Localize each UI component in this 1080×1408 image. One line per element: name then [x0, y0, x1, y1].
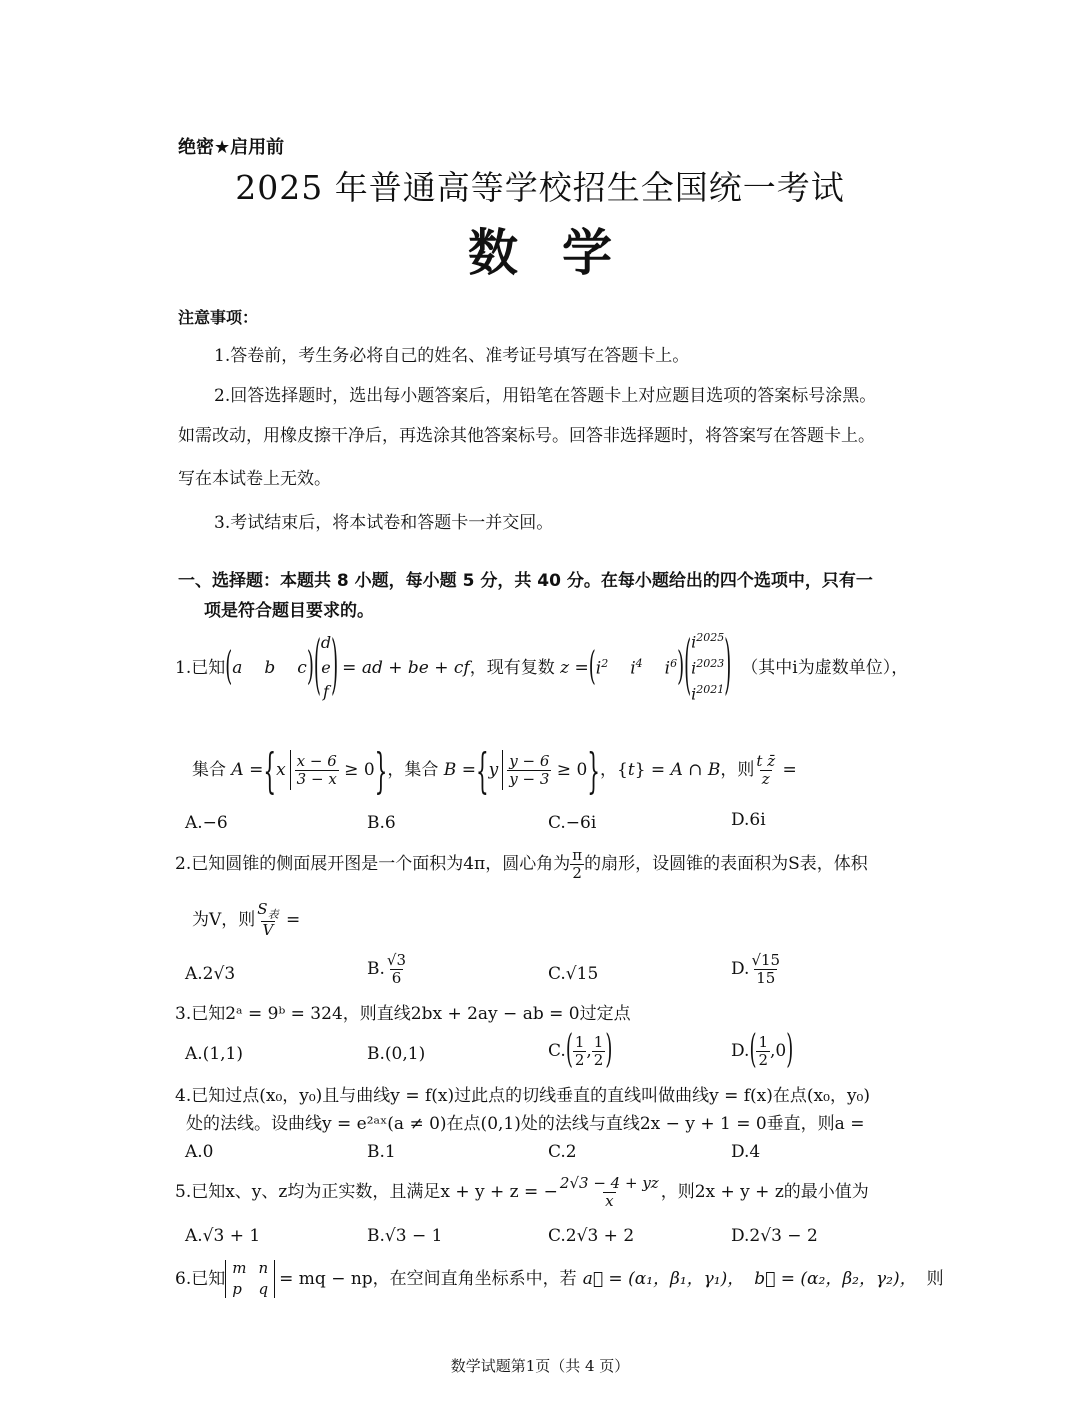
question-2-line-2 — [192, 900, 300, 940]
question-1-line-1 — [175, 620, 908, 716]
fraction-s-over-v: $\frac{S_表}{V}$ — [257, 900, 279, 940]
page-footer: 数学试题第1页（共 4 页） — [450, 1357, 630, 1375]
comma-zero: ,0 — [770, 1040, 787, 1061]
q5-suffix: ，则2x + y + z的最小值为 — [660, 1181, 869, 1202]
comma: , — [586, 1040, 592, 1061]
q4-option-c: C.2 — [548, 1142, 577, 1162]
vector-b: b⃗ = (α₂，β₂，γ₂)， — [754, 1268, 917, 1289]
set-b-label: ，集合 — [387, 759, 439, 780]
notice-item-2-line-2: 如需改动，用橡皮擦干净后，再选涂其他答案标号。回答非选择题时，将答案写在答题卡上。 — [178, 426, 875, 446]
brace-open: { — [475, 741, 489, 799]
geq-zero: ≥ 0 — [551, 759, 588, 780]
fraction-set-a: $\frac{x - 6}{3 - x}$ — [296, 752, 337, 788]
question-3: 3.已知2ᵃ = 9ᵇ = 324，则直线2bx + 2ay − ab = 0过定点 — [175, 1004, 631, 1024]
notice-item-1: 1.答卷前，考生务必将自己的姓名、准考证号填写在答题卡上。 — [214, 346, 690, 366]
geq-zero: ≥ 0 — [338, 759, 375, 780]
row-vector-i-powers: $i^2$ $i^4$ $i^6$ — [595, 657, 678, 679]
paren-close: ) — [605, 1026, 613, 1073]
question-1-line-2 — [192, 740, 797, 800]
q3-option-c — [548, 1026, 613, 1073]
q6-prefix: 6.已知 — [175, 1268, 226, 1289]
notice-heading: 注意事项： — [178, 308, 259, 327]
q2-option-a: A.2√3 — [185, 964, 236, 984]
notice-item-3: 3.考试结束后，将本试卷和答题卡一并交回。 — [214, 513, 554, 533]
fraction-half: $\frac{1}{2}$ — [758, 1033, 769, 1069]
det-col-2: n q — [258, 1259, 269, 1298]
paren-close: ) — [677, 643, 685, 690]
q3-option-d — [731, 1026, 794, 1073]
q4-option-b: B.1 — [367, 1142, 396, 1162]
q3-option-c-label: C. — [548, 1040, 566, 1061]
q2-line-1: 2.已知圆锥的侧面展开图是一个面积为4π，圆心角为 — [175, 853, 571, 874]
paren-close: ) — [724, 628, 732, 704]
fraction-pi-over-2: $\frac{\pi}{2}$ — [572, 846, 583, 882]
fraction-half: $\frac{1}{2}$ — [574, 1033, 585, 1069]
q1-mid: ，现有复数 — [469, 657, 555, 678]
q5-option-c: C.2√3 + 2 — [548, 1226, 635, 1246]
q5-fraction — [558, 1175, 661, 1209]
q1-prefix: 1.已知 — [175, 657, 226, 678]
fraction-numerator: 2√3 − 4 + yz — [559, 1174, 659, 1192]
set-b-var: B = — [438, 759, 476, 780]
column-vector-i-powers: $i^{2025}$ $i^{2023}$ $i^{2021}$ — [691, 630, 725, 704]
paren-close: ) — [331, 628, 339, 704]
section-one-line-2: 项是符合题目要求的。 — [204, 601, 374, 621]
paren-open: ( — [749, 1026, 757, 1073]
q4-option-a: A.0 — [185, 1142, 214, 1162]
notice-item-2-line-1: 2.回答选择题时，选出每小题答案后，用铅笔在答题卡上对应题目选项的答案标号涂黑。 — [214, 386, 877, 406]
brace-close: } — [587, 741, 601, 799]
question-5 — [175, 1172, 869, 1212]
paren-open: ( — [588, 643, 596, 690]
fraction-denominator: 15 — [756, 968, 776, 987]
question-4-line-2: 处的法线。设曲线y = e²ᵃˣ(a ≠ 0)在点(0,1)处的法线与直线2x − y + 1 = 0垂直，则a = — [186, 1114, 865, 1134]
q6-mid: = mq − np，在空间直角坐标系中，若 — [279, 1268, 577, 1289]
brace-open: { — [263, 741, 277, 799]
set-separator — [290, 750, 291, 790]
q1-option-d: D.6i — [731, 810, 766, 830]
q1-option-c: C.−6i — [548, 813, 597, 833]
section-one-line-1: 一、选择题：本题共 8 小题，每小题 5 分，共 40 分。在每小题给出的四个选项中，只有一 — [178, 571, 873, 591]
q2-option-d-fraction — [749, 952, 782, 986]
q2-line-2: 为V，则 — [192, 909, 256, 930]
paren-open: ( — [225, 643, 233, 690]
vector-a: a⃗ = (α₁，β₁，γ₁)， — [582, 1268, 745, 1289]
q2-option-b-fraction — [385, 952, 408, 986]
determinant — [225, 1258, 275, 1300]
q2-option-d-label: D. — [731, 958, 750, 979]
confidential-label: 绝密★启用前 — [178, 137, 285, 158]
q5-option-b: B.√3 − 1 — [367, 1226, 443, 1246]
set-a-label: 集合 — [192, 759, 226, 780]
paren-close: ) — [306, 643, 314, 690]
q1-note: （其中i为虚数单位）， — [741, 657, 909, 678]
fraction-denominator: x — [605, 1191, 614, 1210]
q3-option-d-label: D. — [731, 1040, 750, 1061]
q2-option-d — [731, 952, 782, 986]
q2-line-1-tail: 的扇形，设圆锥的表面积为S表，体积 — [584, 853, 868, 874]
det-bar — [274, 1260, 275, 1298]
q3-option-a: A.(1,1) — [185, 1044, 243, 1064]
det-col-1: m p — [232, 1259, 247, 1298]
fraction-numerator: √15 — [751, 951, 781, 969]
question-6 — [175, 1256, 944, 1302]
q1-then: ，则 — [720, 759, 755, 780]
q3-option-b: B.(0,1) — [367, 1044, 426, 1064]
z-def: z = — [554, 657, 589, 678]
brace-close: } — [374, 741, 388, 799]
question-2-line-1 — [175, 846, 868, 882]
q2-option-c: C.√15 — [548, 964, 599, 984]
q5-option-a: A.√3 + 1 — [185, 1226, 261, 1246]
product-formula: = ad + be + cf — [342, 657, 470, 678]
set-a-var: A = — [226, 759, 264, 780]
q2-option-b — [367, 952, 408, 986]
q5-option-d: D.2√3 − 2 — [731, 1226, 818, 1246]
set-var-x: x — [276, 759, 286, 780]
q5-prefix: 5.已知x、y、z均为正实数，且满足x + y + z = − — [175, 1181, 558, 1202]
q6-tail: 则 — [926, 1268, 944, 1289]
subject-title: 数学 — [468, 224, 656, 282]
q2-option-b-label: B. — [367, 958, 385, 979]
set-separator — [502, 750, 503, 790]
row-vector-abc: a b c — [232, 657, 307, 678]
q1-option-a: A.−6 — [185, 813, 228, 833]
q1-option-b: B.6 — [367, 813, 396, 833]
set-var-y: y — [488, 759, 499, 780]
fraction-set-b: $\frac{y - 6}{y - 3}$ — [509, 752, 550, 788]
equals-sign: = — [777, 759, 797, 780]
question-4-line-1: 4.已知过点(x₀，y₀)且与曲线y = f(x)过此点的切线垂直的直线叫做曲线y = f(x)在点(x₀，y₀) — [175, 1086, 870, 1106]
fraction-numerator: √3 — [386, 951, 407, 969]
paren-open: ( — [313, 628, 321, 704]
equals-sign: = — [280, 909, 301, 930]
fraction-half: $\frac{1}{2}$ — [593, 1033, 604, 1069]
column-vector-def: d e f — [320, 632, 332, 702]
paren-open: ( — [684, 628, 692, 704]
notice-item-2-line-3: 写在本试卷上无效。 — [178, 469, 331, 489]
intersection-def: ，{t} = A ∩ B — [600, 759, 721, 780]
exam-title: 2025 年普通高等学校招生全国统一考试 — [235, 168, 845, 207]
paren-close: ) — [786, 1026, 794, 1073]
paren-open: ( — [565, 1026, 573, 1073]
fraction-denominator: 6 — [391, 968, 402, 987]
fraction-tz-over-z: $\frac{\text{t z̄}}{z}$ — [756, 752, 776, 788]
q4-option-d: D.4 — [731, 1142, 761, 1162]
